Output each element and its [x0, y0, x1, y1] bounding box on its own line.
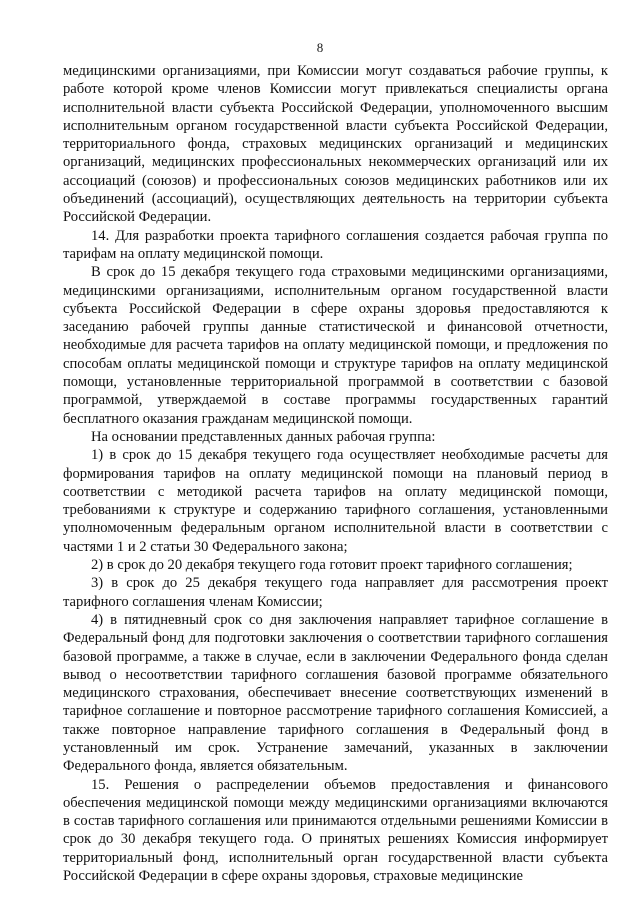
page-number: 8	[316, 40, 324, 55]
paragraph-item-15: 15. Решения о распределении объемов предоставления и финансового обеспечения медицинской помощи между медицинскими организациями включаются в состав тарифного соглашения или принимаются отдельными решениями Комиссии в срок до 30 декабря текущего года. О принятых решениях Комиссия информирует территориальный фонд, исполнительный орган государственной власти субъекта Российской Федерации в сфере охраны здоровья, страховые медицинские	[63, 776, 608, 885]
paragraph-item-14: 14. Для разработки проекта тарифного соглашения создается рабочая группа по тарифам на оплату медицинской помощи.	[63, 227, 608, 262]
paragraph-deadline-december-15: В срок до 15 декабря текущего года страховыми медицинскими организациями, медицинскими организациями, исполнительным органом государственной власти субъекта Российской Федерации в сфере охраны здоровья предоставляются к заседанию рабочей группы данные статистической и финансовой отчетности, необходимые для расчета тарифов на оплату медицинской помощи, и предложения по способам оплаты медицинской помощи и структуре тарифов на оплату медицинской помощи, установленные территориальной программой в соответствии с базовой программой, утверждаемой в составе программы государственных гарантий бесплатного оказания гражданам медицинской помощи.	[63, 264, 608, 427]
paragraph-subitem-2: 2) в срок до 20 декабря текущего года готовит проект тарифного соглашения;	[91, 557, 573, 574]
paragraph-subitem-1: 1) в срок до 15 декабря текущего года осуществляет необходимые расчеты для формирования тарифов на оплату медицинской помощи на плановый период в соответствии с методикой расчета тарифов на оплату медицинской помощи, требованиями к структуре и содержанию тарифного соглашения, установленными уполномоченным федеральным органом исполнительной власти в соответствии с частями 1 и 2 статьи 30 Федерального закона;	[63, 447, 608, 555]
paragraph-subitem-3: 3) в срок до 25 декабря текущего года направляет для рассмотрения проект тарифного соглашения членам Комиссии;	[63, 575, 608, 610]
document-body	[63, 62, 608, 885]
paragraph-working-group-intro: На основании представленных данных рабочая группа:	[91, 428, 436, 445]
paragraph-continuation: медицинскими организациями, при Комиссии могут создаваться рабочие группы, к работе которой кроме членов Комиссии могут привлекаться специалисты органа исполнительной власти субъекта Российской Федерации, уполномоченного высшим исполнительным органом государственной власти субъекта Российской Федерации, территориального фонда, страховых медицинских организаций и медицинских организаций, медицинских профессиональных некоммерческих организаций или их ассоциаций (союзов) и профессиональных союзов медицинских работников или их объединений (ассоциаций), осуществляющих деятельность на территории субъекта Российской Федерации.	[63, 63, 608, 226]
paragraph-subitem-4: 4) в пятидневный срок со дня заключения направляет тарифное соглашение в Федеральный фонд для подготовки заключения о соответствии тарифного соглашения базовой программе, а также в случае, если в заключении Федерального фонда сделан вывод о несоответствии тарифного соглашения базовой программе обязательного медицинского страхования, обеспечивает внесение соответствующих изменений в тарифное соглашение и повторное рассмотрение тарифного соглашения Комиссией, а также повторное направление тарифного соглашения в Федеральный фонд в установленный им срок. Устранение замечаний, указанных в заключении Федерального фонда, является обязательным.	[63, 611, 608, 775]
